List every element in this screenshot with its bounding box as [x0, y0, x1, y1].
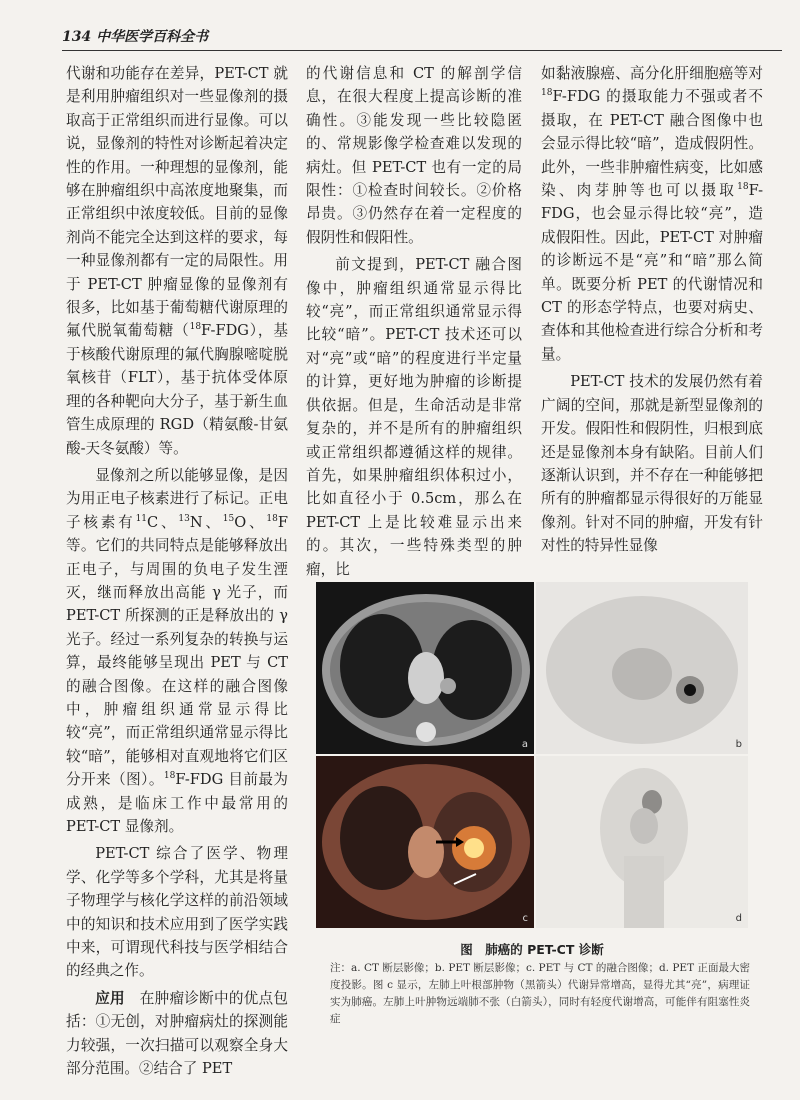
running-header	[62, 22, 782, 51]
fusion-scan-image	[316, 756, 534, 928]
figure-title: 图 肺癌的 PET-CT 诊断	[460, 942, 604, 957]
mip-image-panel	[536, 756, 748, 928]
paragraph: PET-CT 技术的发展仍然有着广阔的空间，那就是新型显像剂的开发。假阳性和假阴性，归根到底还是显像剂本身有缺陷。目前人们逐渐认识到，并不存在一种能够把所有的肿瘤都显示得很好的万能显像剂。针对不同的肿瘤，开发有针对性的特异性显像	[541, 373, 763, 555]
page-title: 134 中华医学百科全书	[62, 29, 209, 45]
panel-label-a: a	[521, 739, 528, 750]
section-label: 应用	[95, 989, 125, 1007]
panel-label-b: b	[735, 739, 742, 750]
paragraph: 代谢和功能存在差异，PET-CT 就是利用肿瘤组织对一些显像剂的摄取高于正常组织而进行显像。可以说，显像剂的特性对诊断起着决定性的作用。一种理想的显像剂，能够在肿瘤组织中高浓度地聚集，而正常组织中浓度较低。目前的显像剂尚不能完全达到这样的要求，每一种显像剂都有一定的局限性。用于 PET-CT 肿瘤显像的显像剂有很多，比如基于葡萄糖代谢原理的氟代脱氧葡萄糖（$^{18}$F-FDG），基于核酸代谢原理的氟代胸腺嘧啶脱氧核苷（FLT），基于抗体受体原理的各种靶向大分子，基于新生血管生成原理的 RGD（精氨酸-甘氨酸-天冬氨酸）等。	[66, 65, 288, 457]
pet-image-panel	[536, 582, 748, 754]
paragraph: 前文提到，PET-CT 融合图像中，肿瘤组织通常显示得比较“亮”，而正常组织通常显示得比较“暗”。PET-CT 技术还可以对“亮”或“暗”的程度进行半定量的计算，更好地为肿瘤的诊断提供依据。但是，生命活动是非常复杂的，并不是所有的肿瘤组织或正常组织都遵循这样的规律。首先，如果肿瘤组织体积过小，比如直径小于 0.5cm，那么在 PET-CT 上是比较难显示出来的。其次，一些特殊类型的肿瘤，比	[306, 256, 522, 578]
paragraph: 如黏液腺癌、高分化肝细胞癌等对$^{18}$F-FDG 的摄取能力不强或者不摄取，在 PET-CT 融合图像中也会显示得比较“暗”，造成假阴性。此外，一些非肿瘤性病变，比如感染、肉芽肿等也可以摄取$^{18}$F-FDG，也会显示得比较“亮”，造成假阳性。因此，PET-CT 对肿瘤的诊断远不是“亮”和“暗”那么简单。既要分析 PET 的代谢情况和 CT 的形态学特点，也要对病史、查体和其他检查进行综合分析和考量。	[541, 65, 763, 363]
figure-pet-ct	[312, 572, 752, 932]
paragraph: PET-CT 综合了医学、物理学、化学等多个学科，尤其是将量子物理学与核化学这样的前沿领域中的知识和技术应用到了医学实践中来，可谓现代科技与医学相结合的经典之作。	[66, 845, 288, 980]
paragraph: 的代谢信息和 CT 的解剖学信息，在很大程度上提高诊断的准确性。③能发现一些比较隐匿的、常规影像学检查难以发现的病灶。但 PET-CT 也有一定的局限性：①检查时间较长。②价格昂贵。③仍然存在着一定程度的假阴性和假阳性。	[306, 65, 522, 246]
figure-note: 注：a. CT 断层影像；b. PET 断层影像；c. PET 与 CT 的融合图像；d. PET 正面最大密度投影。图 c 显示，左肺上叶根部肿物（黑箭头）代谢异常增高，显得尤其“亮”，病理证实为肺癌。左肺上叶肿物远端肺不张（白箭头），同时有轻度代谢增高，可能伴有阻塞性炎症	[330, 962, 750, 1025]
column-right	[541, 62, 763, 562]
paragraph: 显像剂之所以能够显像，是因为用正电子核素进行了标记。正电子核素有$^{11}$C、$^{13}$N、$^{15}$O、$^{18}$F 等。它们的共同特点是能够释放出正电子，与周围的负电子发生湮灭，继而释放出高能 γ 光子，而 PET-CT 所探测的正是释放出的 γ 光子。经过一系列复杂的转换与运算，最终能够呈现出 PET 与 CT 的融合图像。在这样的融合图像中，肿瘤组织通常显示得比较“亮”，而正常组织通常显示得比较“暗”，能够相对直观地将它们区分开来（图）。$^{18}$F-FDG 目前最为成熟，是临床工作中最常用的 PET-CT 显像剂。	[66, 466, 288, 835]
ct-scan-image	[316, 582, 534, 754]
panel-label-d: d	[735, 913, 742, 924]
fusion-image-panel	[316, 756, 534, 928]
mip-image	[536, 756, 748, 928]
column-middle	[306, 62, 522, 585]
paragraph: 应用 在肿瘤诊断中的优点包括：①无创，对肿瘤病灶的探测能力较强，一次扫描可以观察全身大部分范围。②结合了 PET	[66, 989, 288, 1078]
column-left	[66, 62, 288, 1084]
pet-scan-image	[536, 582, 748, 754]
panel-label-c: c	[522, 913, 528, 924]
ct-image-panel	[316, 582, 534, 754]
